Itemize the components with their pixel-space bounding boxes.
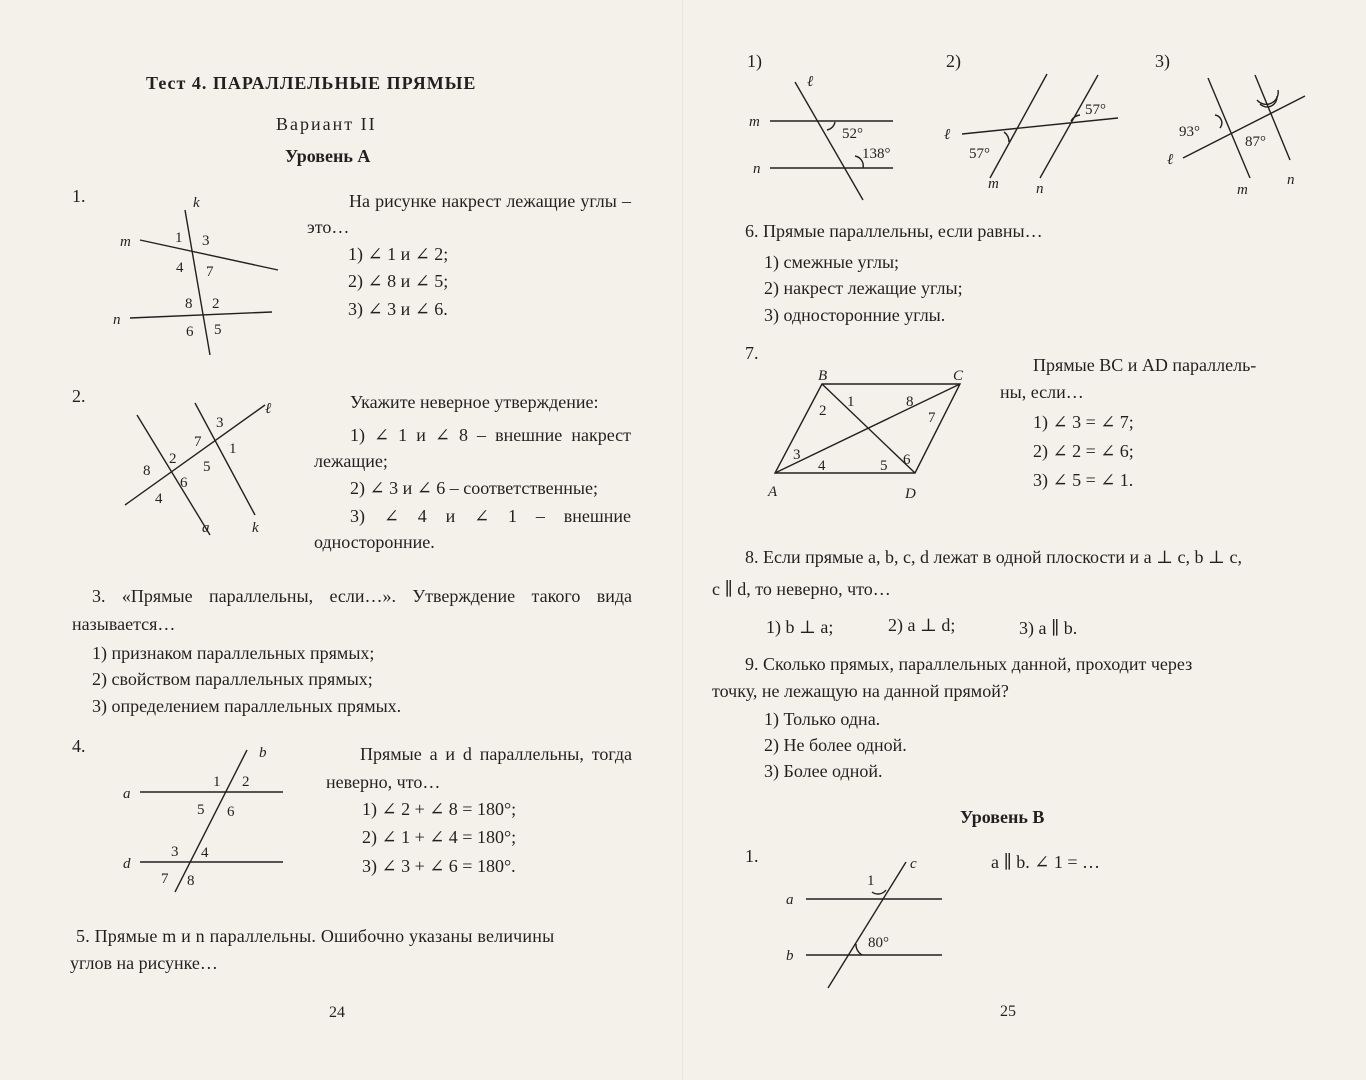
q5-text-line2: углов на рисунке… xyxy=(70,953,218,973)
q9-text-line2: точку, не лежащую на данной прямой? xyxy=(712,681,1009,701)
q2-angle-2: 2 xyxy=(169,451,177,467)
q2-line-l xyxy=(125,405,265,505)
q9-option-3: 3) Более одной. xyxy=(764,761,883,781)
q4-option-3: 3) ∠ 3 + ∠ 6 = 180°. xyxy=(362,856,516,876)
q5f2-label-m: m xyxy=(988,176,999,192)
q4-label-b: b xyxy=(259,745,267,761)
q2-number: 2. xyxy=(72,386,86,406)
q2-angle-6: 6 xyxy=(180,475,188,491)
q7-option-1: 1) ∠ 3 = ∠ 7; xyxy=(1033,412,1134,432)
q4-angle-4: 4 xyxy=(201,845,209,861)
q1-label-n: n xyxy=(113,312,121,328)
q2-angle-7: 7 xyxy=(194,434,202,450)
q7-angle-1: 1 xyxy=(847,394,855,410)
q7-angle-4: 4 xyxy=(818,458,826,474)
page-gutter xyxy=(682,0,684,1080)
q5f2-arc-1 xyxy=(1071,115,1080,121)
q4-label-a: a xyxy=(123,786,131,802)
q4-angle-3: 3 xyxy=(171,844,179,860)
q6-text: 6. Прямые параллельны, если равны… xyxy=(745,221,1043,241)
q5f2-line-n xyxy=(1040,75,1098,178)
q5f3-label-m: m xyxy=(1237,182,1248,198)
variant-title: Вариант II xyxy=(276,114,377,134)
q7-angle-2: 2 xyxy=(819,403,827,419)
q7-label-A: A xyxy=(768,484,778,500)
q1-angle-3: 3 xyxy=(202,233,210,249)
q5f2-label-n: n xyxy=(1036,181,1044,197)
q7-text-line1: Прямые BC и AD параллель- xyxy=(1033,355,1257,375)
q1-option-1: 1) ∠ 1 и ∠ 2; xyxy=(348,244,449,264)
qb1-arc-80 xyxy=(856,944,862,955)
q1-option-3: 3) ∠ 3 и ∠ 6. xyxy=(348,299,448,319)
q4-text: Прямые a и d параллельны, тогда неверно, что… xyxy=(326,744,632,792)
q4-angle-8: 8 xyxy=(187,873,195,889)
q8-text-line1: 8. Если прямые a, b, c, d лежат в одной плоскости и a ⊥ c, b ⊥ c, xyxy=(745,547,1242,567)
qb1-angle-80: 80° xyxy=(868,935,889,951)
q5f3-line-m xyxy=(1208,78,1250,178)
q4-angle-5: 5 xyxy=(197,802,205,818)
q1-option-2: 2) ∠ 8 и ∠ 5; xyxy=(348,271,449,291)
q2-option-1: 1) ∠ 1 и ∠ 8 – внешние накрест лежащие; xyxy=(314,425,631,471)
q9-option-2: 2) Не более одной. xyxy=(764,735,907,755)
test-title: Тест 4. ПАРАЛЛЕЛЬНЫЕ ПРЯМЫЕ xyxy=(146,73,477,93)
q2-angle-1: 1 xyxy=(229,441,237,457)
q3-option-3: 3) определением параллельных прямых. xyxy=(92,696,402,716)
q8-option-2: 2) a ⊥ d; xyxy=(888,615,956,635)
q5-fig2-number: 2) xyxy=(946,51,961,71)
q3-text: 3. «Прямые параллельны, если…». Утверждение такого вида называется… xyxy=(72,586,632,634)
q2-label-l: ℓ xyxy=(265,401,272,417)
level-a-heading: Уровень А xyxy=(285,146,371,166)
q5f2-arc-2 xyxy=(1004,132,1009,142)
q5f3-label-l: ℓ xyxy=(1167,152,1174,168)
q6-option-2: 2) накрест лежащие углы; xyxy=(764,278,963,298)
q4-angle-6: 6 xyxy=(227,804,235,820)
q2-label-a: a xyxy=(202,520,210,536)
q4-label-d: d xyxy=(123,856,131,872)
q5f2-angle-1: 57° xyxy=(1085,102,1106,118)
q5f2-line-l xyxy=(962,118,1118,134)
page-number-right: 25 xyxy=(1000,1003,1016,1020)
qb1-text: a ∥ b. ∠ 1 = … xyxy=(991,852,1101,872)
q4-figure xyxy=(115,740,295,895)
q5-figure-2 xyxy=(940,70,1130,200)
q7-option-3: 3) ∠ 5 = ∠ 1. xyxy=(1033,470,1134,490)
q5f1-angle-2: 138° xyxy=(862,146,891,162)
q2-text: Укажите неверное утверждение: xyxy=(350,392,599,412)
q1-figure xyxy=(110,190,290,360)
q6-option-1: 1) смежные углы; xyxy=(764,252,900,272)
q5f3-line-l xyxy=(1183,96,1305,158)
q1-number: 1. xyxy=(72,186,86,206)
q3-option-1: 1) признаком параллельных прямых; xyxy=(92,643,375,663)
q8-text-line2: c ∥ d, то неверно, что… xyxy=(712,579,891,599)
q5f1-label-l: ℓ xyxy=(807,74,814,90)
q5f3-label-n: n xyxy=(1287,172,1295,188)
q5-text-line1: 5. Прямые m и n параллельны. Ошибочно указаны величины xyxy=(76,926,555,946)
q7-angle-6: 6 xyxy=(903,452,911,468)
q5f3-arc-1 xyxy=(1215,115,1222,128)
q7-figure xyxy=(760,360,990,505)
q5f1-label-m: m xyxy=(749,114,760,130)
qb1-figure xyxy=(780,850,960,995)
q5f1-angle-1: 52° xyxy=(842,126,863,142)
q5f1-label-n: n xyxy=(753,161,761,177)
q1-angle-5: 5 xyxy=(214,322,222,338)
q4-number: 4. xyxy=(72,736,86,756)
q5f3-angle-2: 87° xyxy=(1245,134,1266,150)
q1-text: На рисунке накрест лежащие углы – это… xyxy=(307,191,631,237)
q7-angle-5: 5 xyxy=(880,458,888,474)
page-number-left: 24 xyxy=(329,1004,345,1021)
q2-label-k: k xyxy=(252,520,259,536)
q1-label-k: k xyxy=(193,195,200,211)
q1-line-n xyxy=(130,312,272,318)
qb1-angle-1: 1 xyxy=(867,873,875,889)
q9-text-line1: 9. Сколько прямых, параллельных данной, проходит через xyxy=(745,654,1193,674)
q1-angle-7: 7 xyxy=(206,264,214,280)
q4-angle-2: 2 xyxy=(242,774,250,790)
qb1-label-b: b xyxy=(786,948,794,964)
qb1-label-a: a xyxy=(786,892,794,908)
qb1-arc-1 xyxy=(872,890,886,894)
q7-angle-7: 7 xyxy=(928,410,936,426)
q7-text-line2: ны, если… xyxy=(1000,382,1084,402)
q5f2-label-l: ℓ xyxy=(944,127,951,143)
q5-figure-3 xyxy=(1165,70,1330,200)
q2-angle-8: 8 xyxy=(143,463,151,479)
q7-number: 7. xyxy=(745,343,759,363)
q1-angle-8: 8 xyxy=(185,296,193,312)
q5-fig1-number: 1) xyxy=(747,51,762,71)
q4-angle-1: 1 xyxy=(213,774,221,790)
q2-angle-5: 5 xyxy=(203,459,211,475)
q1-angle-2: 2 xyxy=(212,296,220,312)
q7-label-D: D xyxy=(905,486,916,502)
qb1-number: 1. xyxy=(745,846,759,866)
q5f1-arc-1 xyxy=(827,122,835,130)
level-b-heading: Уровень В xyxy=(960,807,1045,827)
q9-option-1: 1) Только одна. xyxy=(764,709,881,729)
q8-option-1: 1) b ⊥ a; xyxy=(766,617,834,637)
q1-angle-1: 1 xyxy=(175,230,183,246)
q7-angle-3: 3 xyxy=(793,447,801,463)
q5f2-angle-2: 57° xyxy=(969,146,990,162)
q4-option-2: 2) ∠ 1 + ∠ 4 = 180°; xyxy=(362,827,517,847)
q7-label-B: B xyxy=(818,368,828,384)
q7-option-2: 2) ∠ 2 = ∠ 6; xyxy=(1033,441,1134,461)
q2-option-2: 2) ∠ 3 и ∠ 6 – соответственные; xyxy=(350,478,598,498)
q7-angle-8: 8 xyxy=(906,394,914,410)
q1-angle-6: 6 xyxy=(186,324,194,340)
q6-option-3: 3) односторонние углы. xyxy=(764,305,946,325)
q7-diagonal-ca xyxy=(775,384,960,473)
qb1-label-c: c xyxy=(910,856,917,872)
q5-figure-1 xyxy=(745,70,915,205)
q4-line-b xyxy=(175,750,247,892)
q5f3-angle-1: 93° xyxy=(1179,124,1200,140)
q2-angle-3: 3 xyxy=(216,415,224,431)
q2-option-3: 3) ∠ 4 и ∠ 1 – внешние односторонние. xyxy=(314,506,631,552)
q8-option-3: 3) a ∥ b. xyxy=(1019,618,1078,638)
q2-angle-4: 4 xyxy=(155,491,163,507)
q4-option-1: 1) ∠ 2 + ∠ 8 = 180°; xyxy=(362,799,517,819)
q3-option-2: 2) свойством параллельных прямых; xyxy=(92,669,373,689)
q2-figure xyxy=(115,395,290,540)
q4-angle-7: 7 xyxy=(161,871,169,887)
q5-fig3-number: 3) xyxy=(1155,51,1170,71)
q1-angle-4: 4 xyxy=(176,260,184,276)
q7-label-C: C xyxy=(953,368,964,384)
q1-label-m: m xyxy=(120,234,131,250)
